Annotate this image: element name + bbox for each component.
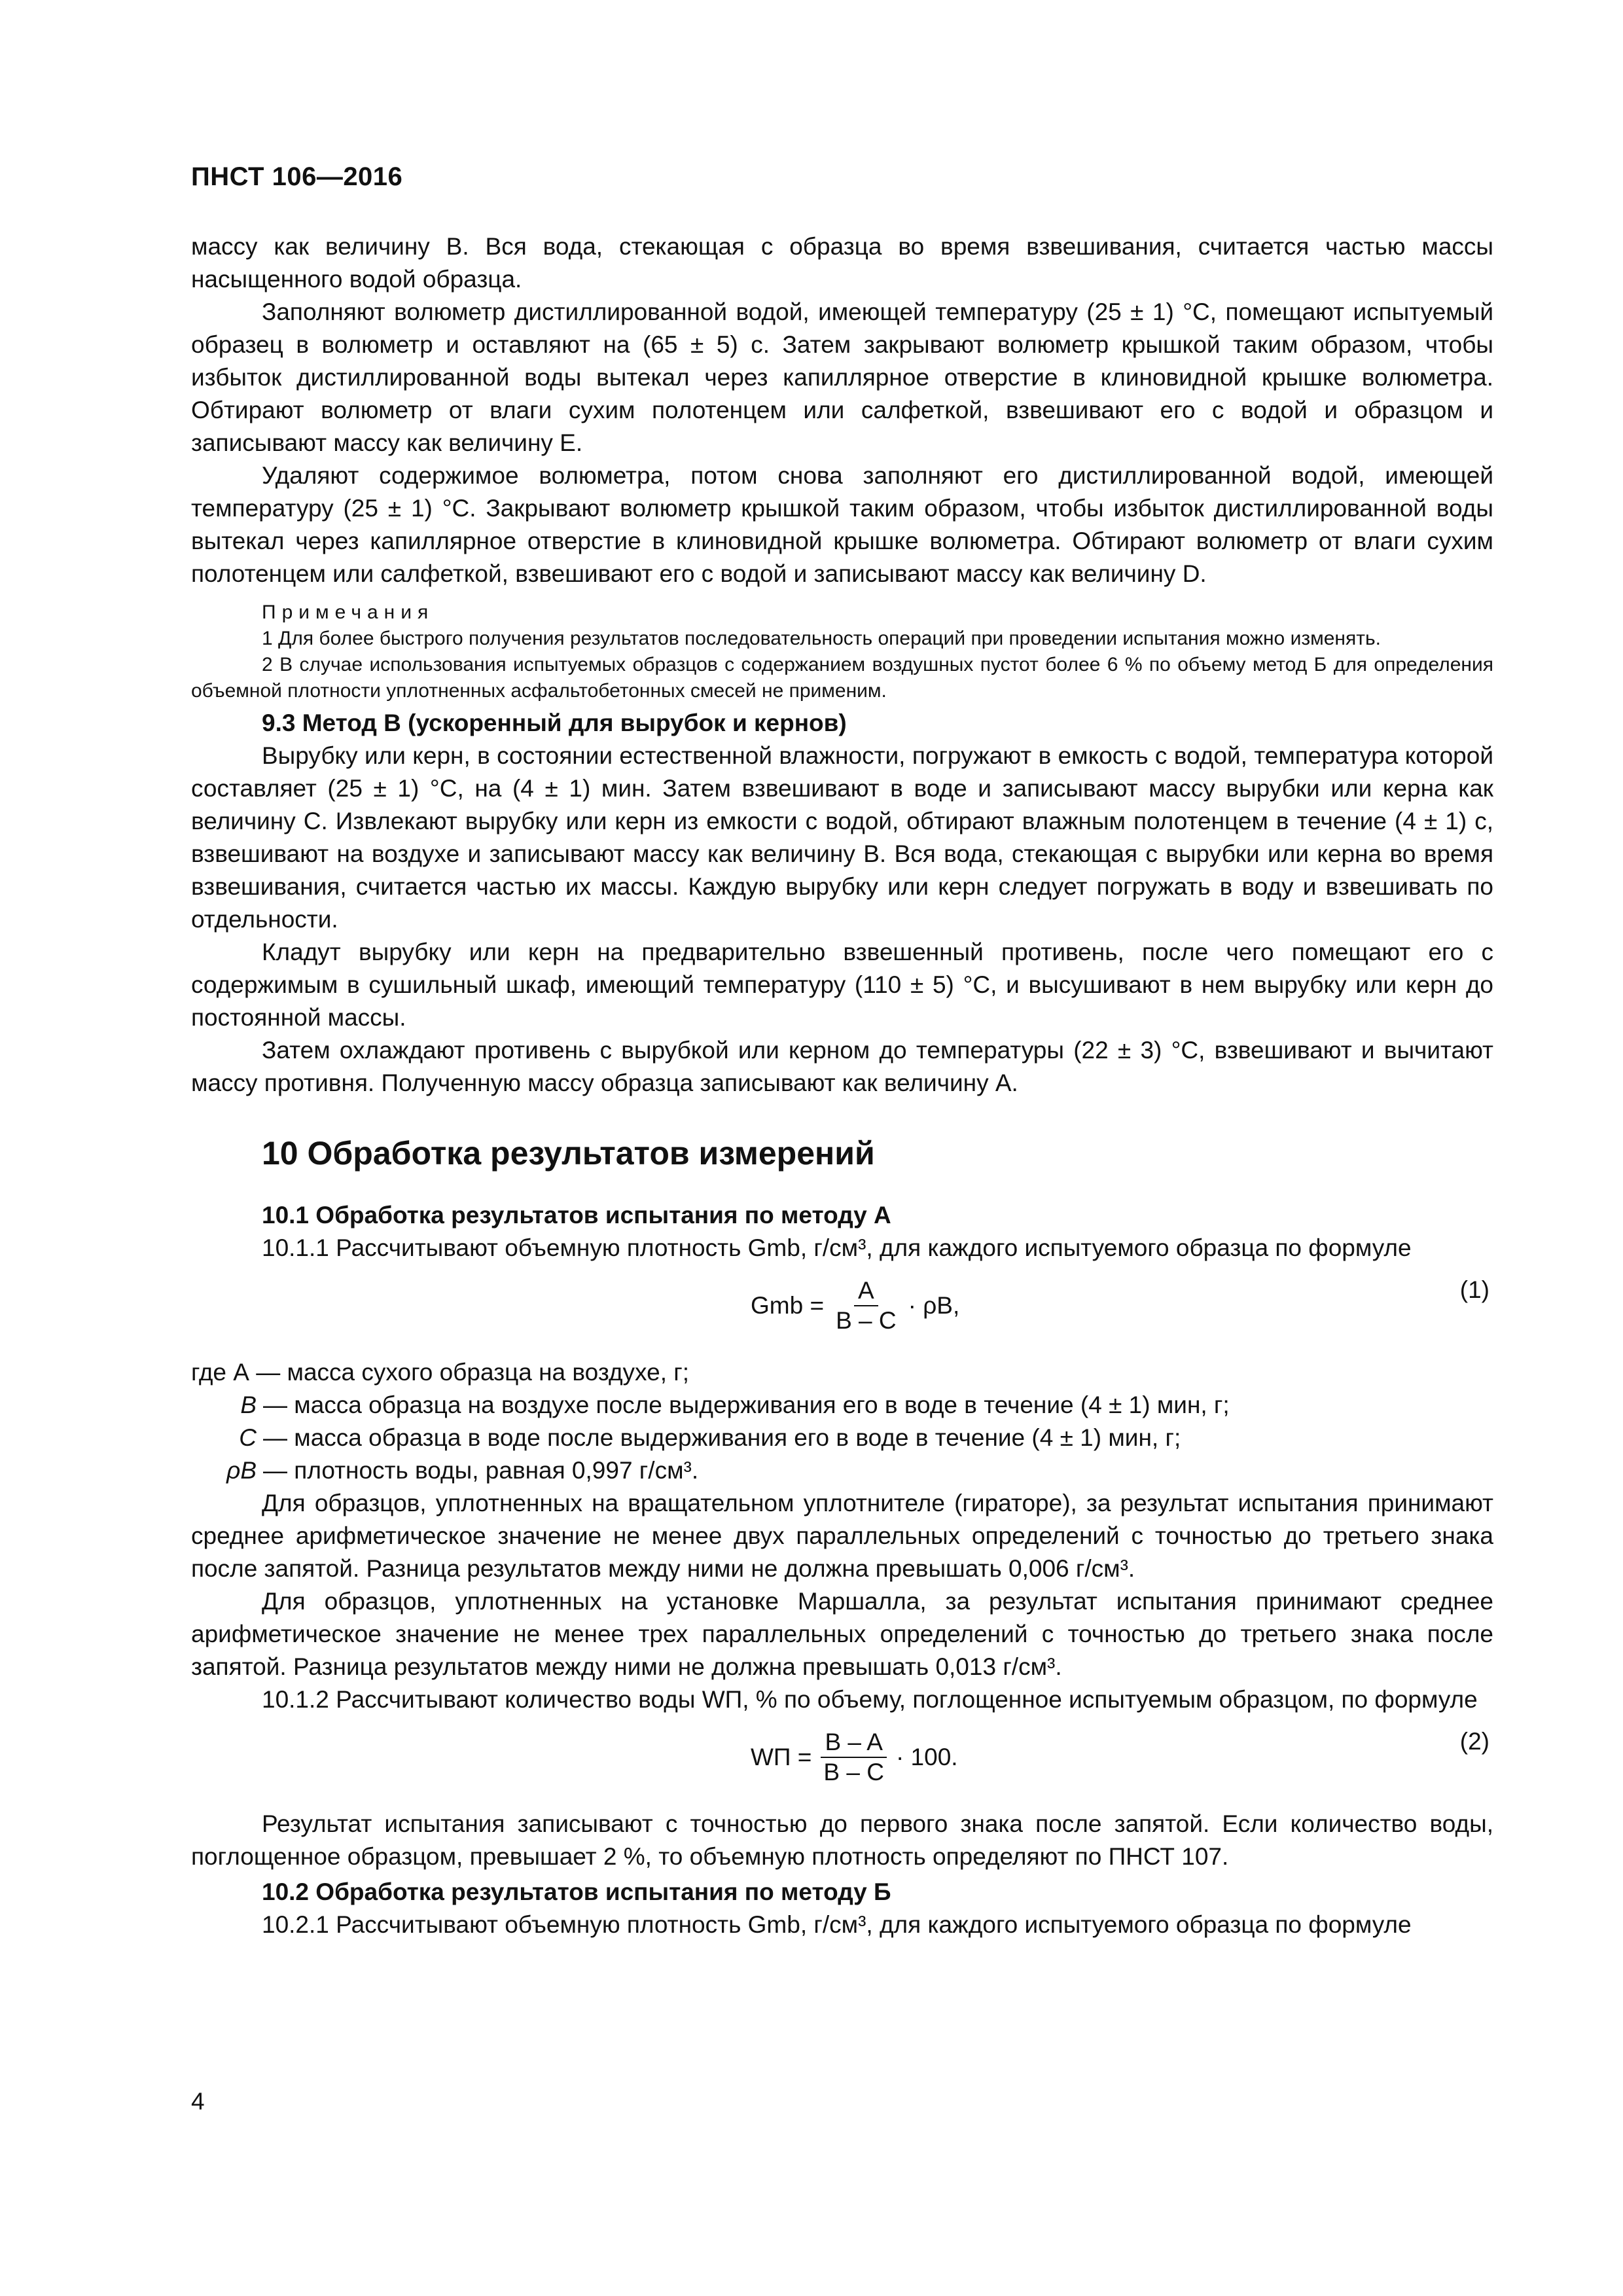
fraction xyxy=(832,1278,901,1334)
formula-1 xyxy=(191,1265,1493,1356)
where-item xyxy=(191,1356,1493,1389)
where-text: — масса образца в воде после выдерживания его в воде в течение (4 ± 1) мин, г; xyxy=(263,1424,1181,1451)
fraction-denominator: B – C xyxy=(836,1307,897,1334)
document-body xyxy=(191,230,1493,1941)
where-item xyxy=(191,1389,1493,1422)
fraction-denominator: B – C xyxy=(823,1759,884,1785)
where-symbol: С xyxy=(239,1424,257,1451)
document-header: ПНСТ 106—2016 xyxy=(191,162,403,191)
paragraph: 10.1.1 Рассчитывают объемную плотность Gmb, г/см³, для каждого испытуемого образца по формуле xyxy=(262,1234,1412,1261)
formula-expression xyxy=(751,1729,958,1785)
where-symbol: где А xyxy=(191,1359,249,1386)
paragraph: 10.2.1 Рассчитывают объемную плотность Gmb, г/см³, для каждого испытуемого образца по формуле xyxy=(262,1911,1412,1938)
paragraph: Вырубку или керн, в состоянии естественной влажности, погружают в емкость с водой, температура которой составляет (25 ± 1) °С, на (4 ± 1) мин. Затем взвешивают в воде и записывают массу вырубки или керна как величину С. Извлекают вырубку или керн из емкости с водой, обтирают влажным полотенцем в течение (4 ± 1) с, взвешивают на воздухе и записывают массу как величину В. Вся вода, стекающая с вырубки или керна во время взвешивания, считается частью их массы. Каждую вырубку или керн следует погружать в воду и взвешивать по отдельности. xyxy=(191,742,1493,933)
paragraph: Удаляют содержимое волюметра, потом снова заполняют его дистиллированной водой, имеющей температуру (25 ± 1) °С. Закрывают волюметр крышкой таким образом, чтобы избыток дистиллированной воды вытекал через капиллярное отверстие в клиновидной крышке волюметра. Обтирают волюметр от влаги сухим полотенцем или салфеткой, взвешивают его с водой и записывают массу как величину D. xyxy=(191,462,1493,587)
note-2: 2 В случае использования испытуемых образцов с содержанием воздушных пустот более 6 % по объему метод Б для определения объемной плотности уплотненных асфальтобетонных смесей не применим. xyxy=(191,654,1493,702)
section-heading-10: 10 Обработка результатов измерений xyxy=(262,1135,875,1172)
formula-rhs: · 100. xyxy=(895,1744,958,1770)
where-item xyxy=(191,1422,1493,1454)
formula-number: (1) xyxy=(1459,1276,1489,1303)
fraction-numerator: A xyxy=(854,1278,878,1306)
paragraph: Для образцов, уплотненных на установке Маршалла, за результат испытания принимают среднее арифметическое значение не менее трех параллельных определений с точностью до третьего знака после запятой. Разница результатов между ними не должна превышать 0,013 г/см³. xyxy=(191,1588,1493,1680)
paragraph: Результат испытания записывают с точностью до первого знака после запятой. Если количество воды, поглощенное образцом, превышает 2 %, то объемную плотность определяют по ПНСТ 107. xyxy=(191,1810,1493,1870)
formula-lhs: WП = xyxy=(751,1744,812,1770)
paragraph: Затем охлаждают противень с вырубкой или керном до температуры (22 ± 3) °С, взвешивают и вычитают массу противня. Полученную массу образца записывают как величину А. xyxy=(191,1037,1493,1096)
formula-expression xyxy=(751,1278,959,1334)
fraction xyxy=(819,1729,888,1785)
page-number: 4 xyxy=(191,2088,205,2115)
where-list xyxy=(191,1356,1493,1487)
formula-2 xyxy=(191,1716,1493,1808)
note-1: 1 Для более быстрого получения результатов последовательность операций при проведении испытания можно изменять. xyxy=(262,628,1381,649)
formula-rhs: · ρB, xyxy=(908,1292,960,1319)
subsection-heading-10-1: 10.1 Обработка результатов испытания по методу А xyxy=(262,1202,891,1229)
where-symbol: ρB xyxy=(226,1457,257,1484)
paragraph: массу как величину В. Вся вода, стекающая с образца во время взвешивания, считается частью массы насыщенного водой образца. xyxy=(191,233,1493,293)
subsection-heading-10-2: 10.2 Обработка результатов испытания по методу Б xyxy=(262,1878,891,1905)
where-symbol: В xyxy=(240,1391,257,1418)
paragraph: 10.1.2 Рассчитывают количество воды WП, % по объему, поглощенное испытуемым образцом, по формуле xyxy=(262,1686,1478,1713)
where-text: — масса сухого образца на воздухе, г; xyxy=(256,1359,690,1386)
notes-title: Примечания xyxy=(262,601,435,623)
paragraph: Кладут вырубку или керн на предварительно взвешенный противень, после чего помещают его с содержимым в сушильный шкаф, имеющий температуру (110 ± 5) °С, и высушивают в нем вырубку или керн до постоянной массы. xyxy=(191,939,1493,1031)
where-text: — масса образца на воздухе после выдерживания его в воде в течение (4 ± 1) мин, г; xyxy=(263,1391,1230,1418)
subsection-heading-9-3: 9.3 Метод В (ускоренный для вырубок и кернов) xyxy=(262,709,847,736)
fraction-numerator: B – A xyxy=(821,1729,886,1758)
paragraph: Для образцов, уплотненных на вращательном уплотнителе (гираторе), за результат испытания принимают среднее арифметическое значение не менее двух параллельных определений с точностью до третьего знака после запятой. Разница результатов между ними не должна превышать 0,006 г/см³. xyxy=(191,1490,1493,1582)
where-text: — плотность воды, равная 0,997 г/см³. xyxy=(263,1457,699,1484)
paragraph: Заполняют волюметр дистиллированной водой, имеющей температуру (25 ± 1) °С, помещают испытуемый образец в волюметр и оставляют на (65 ± 5) с. Затем закрывают волюметр крышкой таким образом, чтобы избыток дистиллированной воды вытекал через капиллярное отверстие в клиновидной крышке волюметра. Обтирают волюметр от влаги сухим полотенцем или салфеткой, взвешивают его с водой и образцом и записывают массу как величину Е. xyxy=(191,298,1493,456)
formula-lhs: Gmb = xyxy=(751,1292,825,1319)
where-item xyxy=(191,1454,1493,1487)
formula-number: (2) xyxy=(1459,1728,1489,1755)
